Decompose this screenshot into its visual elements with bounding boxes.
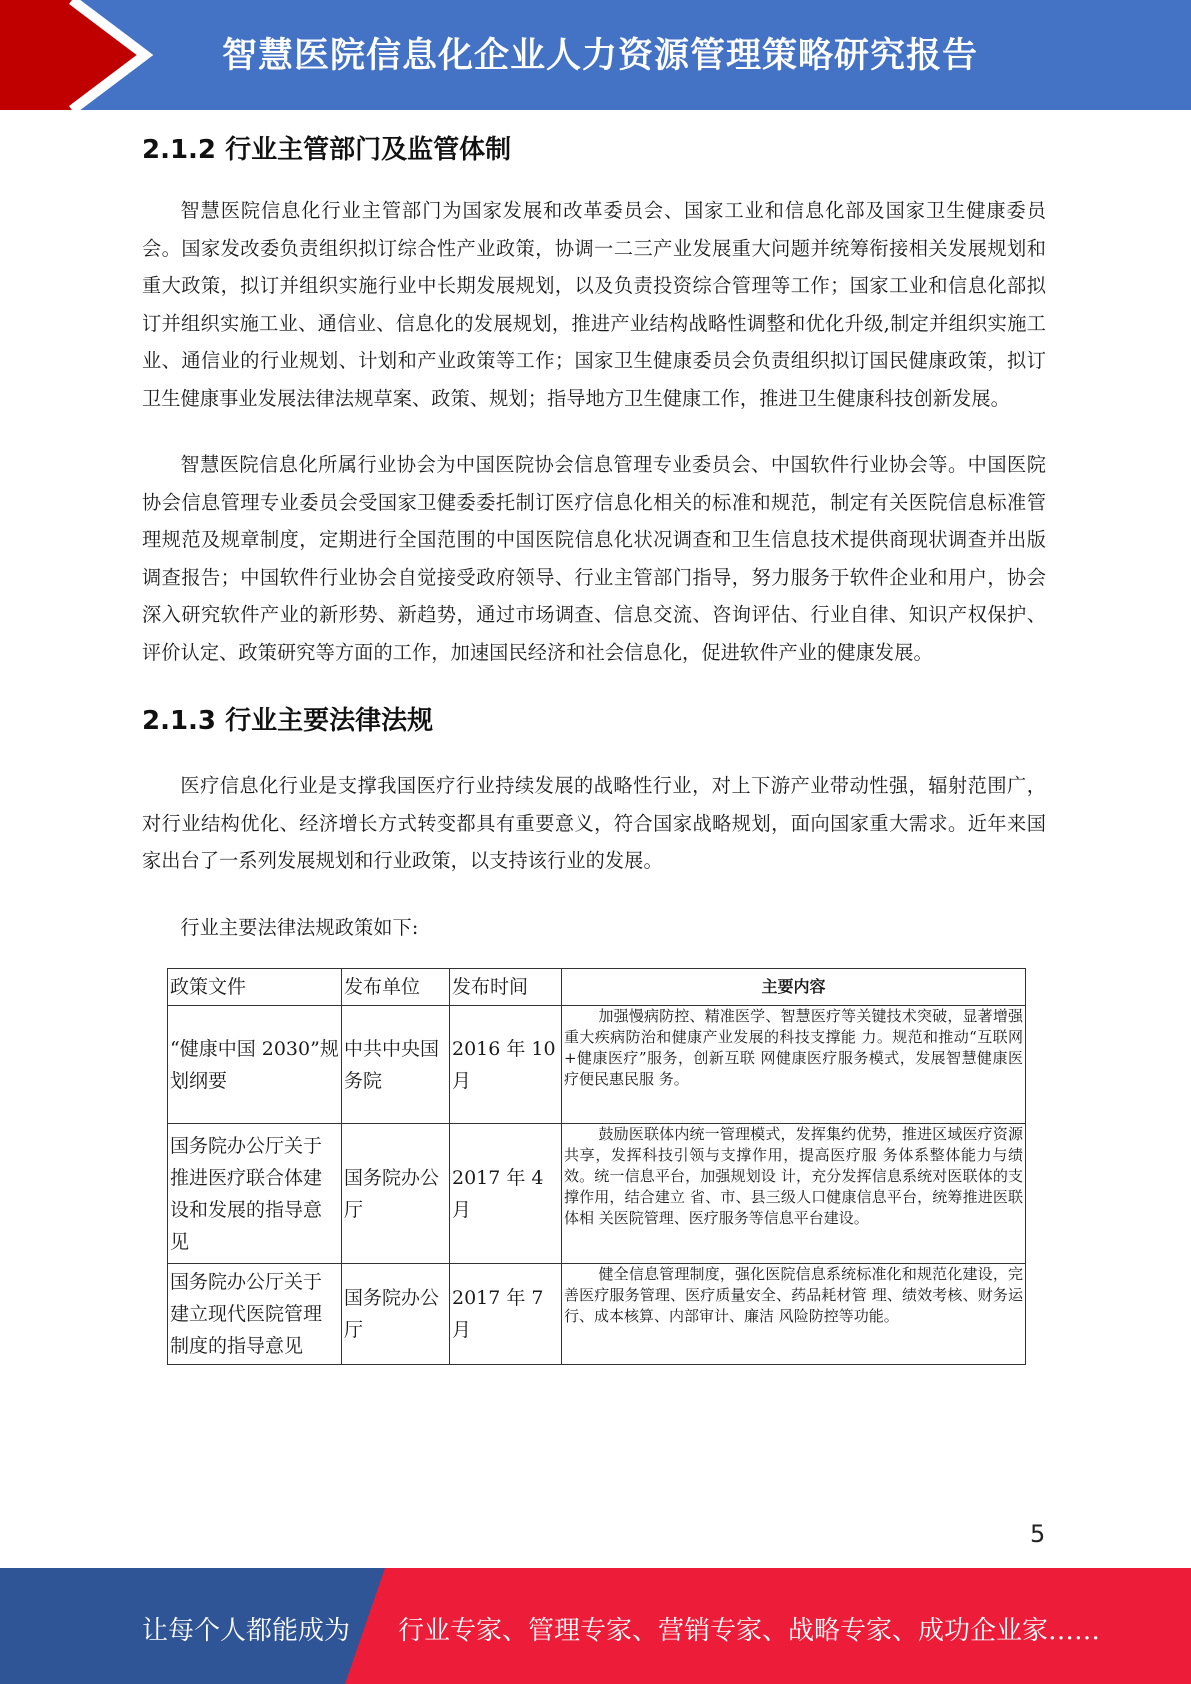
section-heading-2-1-3: 2.1.3 行业主要法律法规	[142, 706, 434, 736]
policy-content-cell: 健全信息管理制度，强化医院信息系统标准化和规范化建设，完善医疗服务管理、医疗质量安全、药品耗材管 理、绩效考核、财务运行、成本核算、内部审计、廉洁 风险防控等功能。	[562, 1264, 1026, 1365]
table-header-row	[168, 969, 1026, 1006]
policy-date-cell: 2017 年 4 月	[450, 1124, 562, 1264]
section-heading-2-1-2: 2.1.2 行业主管部门及监管体制	[142, 135, 512, 165]
policy-unit-cell: 中共中央国务院	[342, 1006, 450, 1124]
table-row	[168, 1006, 1026, 1124]
table-header-cell: 发布时间	[450, 969, 562, 1006]
table-intro: 行业主要法律法规政策如下:	[180, 915, 419, 939]
red-chevron-icon	[0, 0, 145, 110]
policy-doc-cell: “健康中国 2030”规划纲要	[168, 1006, 342, 1124]
policy-date-cell: 2017 年 7 月	[450, 1264, 562, 1365]
table-row	[168, 1264, 1026, 1365]
paragraph: 智慧医院信息化所属行业协会为中国医院协会信息管理专业委员会、中国软件行业协会等。中国医院协会信息管理专业委员会受国家卫健委委托制订医疗信息化相关的标准和规范，制定有关医院信息标准管理规范及规章制度，定期进行全国范围的中国医院信息化状况调查和卫生信息技术提供商现状调查并出版调查报告；中国软件行业协会自觉接受政府领导、行业主管部门指导，努力服务于软件企业和用户，协会深入研究软件产业的新形势、新趋势，通过市场调查、信息交流、咨询评估、行业自律、知识产权保护、评价认定、政策研究等方面的工作，加速国民经济和社会信息化，促进软件产业的健康发展。	[142, 453, 1046, 664]
policy-doc-cell: 国务院办公厅关于推进医疗联合体建设和发展的指导意见	[168, 1124, 342, 1264]
page-header	[0, 0, 1191, 110]
policy-unit-cell: 国务院办公厅	[342, 1124, 450, 1264]
policy-date-cell: 2016 年 10 月	[450, 1006, 562, 1124]
policy-table	[167, 968, 1026, 1365]
page-footer	[0, 1568, 1191, 1684]
paragraph: 医疗信息化行业是支撑我国医疗行业持续发展的战略性行业，对上下游产业带动性强，辐射范围广，对行业结构优化、经济增长方式转变都具有重要意义，符合国家战略规划，面向国家重大需求。近年来国家出台了一系列发展规划和行业政策，以支持该行业的发展。	[142, 774, 1046, 872]
paragraph: 智慧医院信息化行业主管部门为国家发展和改革委员会、国家工业和信息化部及国家卫生健康委员会。国家发改委负责组织拟订综合性产业政策，协调一二三产业发展重大问题并统筹衔接相关发展规划和重大政策，拟订并组织实施行业中长期发展规划，以及负责投资综合管理等工作；国家工业和信息化部拟订并组织实施工业、通信业、信息化的发展规划，推进产业结构战略性调整和优化升级,制定并组织实施工业、通信业的行业规划、计划和产业政策等工作；国家卫生健康委员会负责组织拟订国民健康政策，拟订卫生健康事业发展法律法规草案、政策、规划；指导地方卫生健康工作，推进卫生健康科技创新发展。	[142, 199, 1046, 410]
main-content	[142, 130, 1046, 1365]
table-row	[168, 1124, 1026, 1264]
footer-slogan-left: 让每个人都能成为	[142, 1616, 351, 1646]
table-header-cell: 发布单位	[342, 969, 450, 1006]
policy-doc-cell: 国务院办公厅关于建立现代医院管理制度的指导意见	[168, 1264, 342, 1365]
report-title: 智慧医院信息化企业人力资源管理策略研究报告	[222, 36, 979, 76]
table-header-cell: 政策文件	[168, 969, 342, 1006]
policy-unit-cell: 国务院办公厅	[342, 1264, 450, 1365]
policy-content-cell: 加强慢病防控、精准医学、智慧医疗等关键技术突破，显著增强重大疾病防治和健康产业发展的科技支撑能 力。规范和推动“互联网+健康医疗”服务，创新互联 网健康医疗服务模式，发展智慧健康医疗便民惠民服 务。	[562, 1006, 1026, 1124]
table-header-cell: 主要内容	[562, 969, 1026, 1006]
footer-slogan-right: 行业专家、管理专家、营销专家、战略专家、成功企业家……	[398, 1616, 1101, 1646]
policy-content-cell: 鼓励医联体内统一管理模式，发挥集约优势，推进区域医疗资源共享，发挥科技引领与支撑作用，提高医疗服 务体系整体能力与绩效。统一信息平台，加强规划设 计，充分发挥信息系统对医联体的支撑作用，结合建立 省、市、县三级人口健康信息平台，统筹推进医联体相 关医院管理、医疗服务等信息平台建设。	[562, 1124, 1026, 1264]
page-number: 5	[1030, 1520, 1046, 1548]
